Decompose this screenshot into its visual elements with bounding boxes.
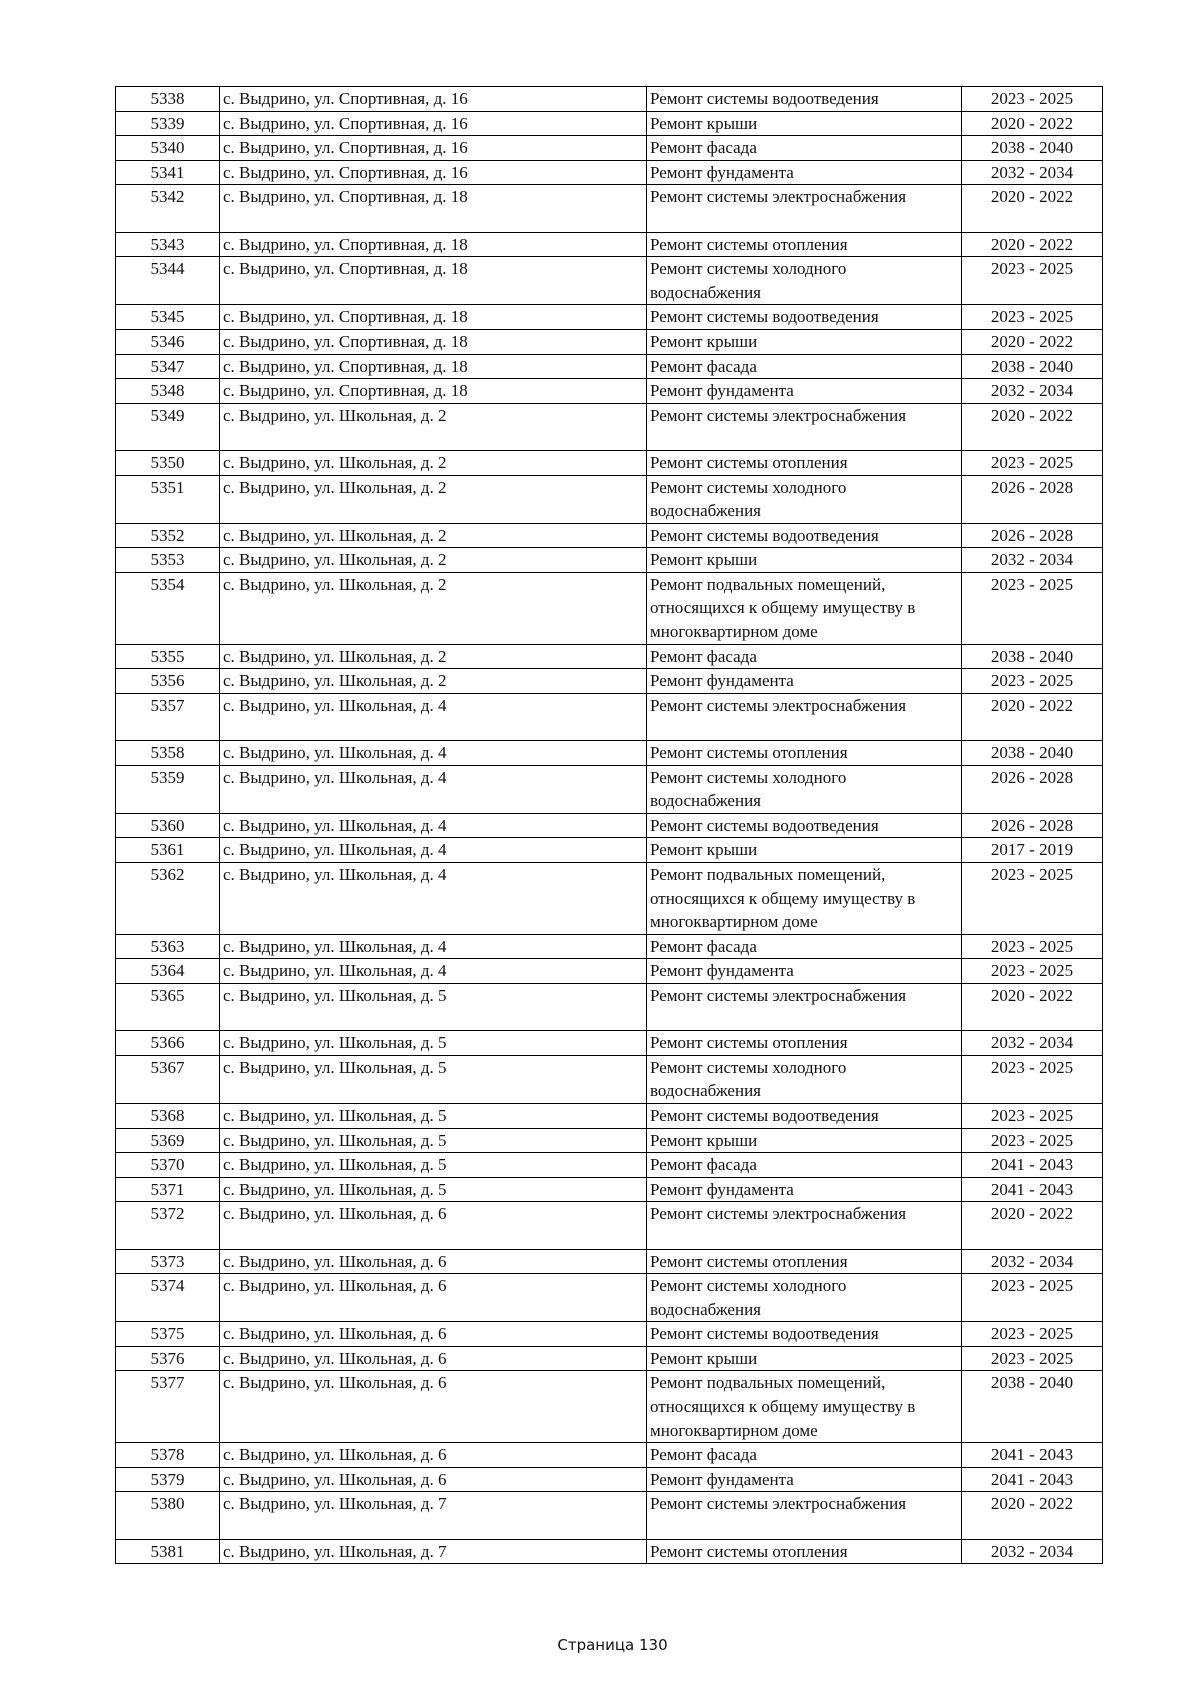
address-cell: с. Выдрино, ул. Школьная, д. 6 xyxy=(220,1467,647,1492)
address-cell: с. Выдрино, ул. Спортивная, д. 18 xyxy=(220,329,647,354)
address-cell: с. Выдрино, ул. Школьная, д. 2 xyxy=(220,523,647,548)
period-cell: 2017 - 2019 xyxy=(962,838,1103,863)
period-cell: 2023 - 2025 xyxy=(962,1103,1103,1128)
table-row xyxy=(116,1202,1103,1249)
table-row xyxy=(116,838,1103,863)
address-cell: с. Выдрино, ул. Школьная, д. 6 xyxy=(220,1202,647,1249)
work-type-cell: Ремонт фасада xyxy=(647,136,962,161)
table-row xyxy=(116,1153,1103,1178)
period-cell: 2020 - 2022 xyxy=(962,983,1103,1030)
address-cell: с. Выдрино, ул. Школьная, д. 2 xyxy=(220,403,647,450)
table-row xyxy=(116,111,1103,136)
repair-schedule-table xyxy=(115,86,1103,1564)
address-cell: с. Выдрино, ул. Спортивная, д. 18 xyxy=(220,379,647,404)
address-cell: с. Выдрино, ул. Школьная, д. 4 xyxy=(220,934,647,959)
table-row xyxy=(116,1492,1103,1539)
work-type-cell: Ремонт подвальных помещений, относящихся к общему имуществу в многоквартирном доме xyxy=(647,572,962,644)
address-cell: с. Выдрино, ул. Школьная, д. 6 xyxy=(220,1322,647,1347)
work-type-cell: Ремонт фундамента xyxy=(647,160,962,185)
row-number-cell: 5338 xyxy=(116,87,220,112)
table-row xyxy=(116,523,1103,548)
period-cell: 2041 - 2043 xyxy=(962,1443,1103,1468)
row-number-cell: 5355 xyxy=(116,644,220,669)
row-number-cell: 5369 xyxy=(116,1128,220,1153)
period-cell: 2023 - 2025 xyxy=(962,1274,1103,1322)
table-row xyxy=(116,87,1103,112)
work-type-cell: Ремонт системы электроснабжения xyxy=(647,983,962,1030)
table-row xyxy=(116,1274,1103,1322)
period-cell: 2032 - 2034 xyxy=(962,1539,1103,1564)
row-number-cell: 5365 xyxy=(116,983,220,1030)
period-cell: 2023 - 2025 xyxy=(962,669,1103,694)
address-cell: с. Выдрино, ул. Школьная, д. 4 xyxy=(220,959,647,984)
row-number-cell: 5371 xyxy=(116,1177,220,1202)
address-cell: с. Выдрино, ул. Школьная, д. 6 xyxy=(220,1443,647,1468)
period-cell: 2020 - 2022 xyxy=(962,693,1103,740)
period-cell: 2023 - 2025 xyxy=(962,863,1103,935)
table-row xyxy=(116,644,1103,669)
address-cell: с. Выдрино, ул. Школьная, д. 7 xyxy=(220,1539,647,1564)
address-cell: с. Выдрино, ул. Школьная, д. 2 xyxy=(220,475,647,523)
table-row xyxy=(116,136,1103,161)
period-cell: 2020 - 2022 xyxy=(962,1492,1103,1539)
table-row xyxy=(116,548,1103,573)
table-row xyxy=(116,983,1103,1030)
address-cell: с. Выдрино, ул. Школьная, д. 4 xyxy=(220,813,647,838)
table-row xyxy=(116,669,1103,694)
table-row xyxy=(116,1371,1103,1443)
address-cell: с. Выдрино, ул. Школьная, д. 4 xyxy=(220,693,647,740)
work-type-cell: Ремонт системы холодного водоснабжения xyxy=(647,765,962,813)
work-type-cell: Ремонт системы водоотведения xyxy=(647,87,962,112)
period-cell: 2032 - 2034 xyxy=(962,379,1103,404)
table-row xyxy=(116,741,1103,766)
address-cell: с. Выдрино, ул. Школьная, д. 5 xyxy=(220,1177,647,1202)
work-type-cell: Ремонт системы водоотведения xyxy=(647,523,962,548)
work-type-cell: Ремонт крыши xyxy=(647,329,962,354)
work-type-cell: Ремонт системы водоотведения xyxy=(647,305,962,330)
row-number-cell: 5376 xyxy=(116,1346,220,1371)
work-type-cell: Ремонт системы водоотведения xyxy=(647,813,962,838)
work-type-cell: Ремонт системы холодного водоснабжения xyxy=(647,257,962,305)
period-cell: 2026 - 2028 xyxy=(962,475,1103,523)
work-type-cell: Ремонт фундамента xyxy=(647,669,962,694)
row-number-cell: 5344 xyxy=(116,257,220,305)
work-type-cell: Ремонт системы водоотведения xyxy=(647,1322,962,1347)
table-row xyxy=(116,403,1103,450)
period-cell: 2041 - 2043 xyxy=(962,1467,1103,1492)
period-cell: 2023 - 2025 xyxy=(962,572,1103,644)
row-number-cell: 5352 xyxy=(116,523,220,548)
work-type-cell: Ремонт системы отопления xyxy=(647,1031,962,1056)
work-type-cell: Ремонт системы отопления xyxy=(647,450,962,475)
table-row xyxy=(116,934,1103,959)
work-type-cell: Ремонт подвальных помещений, относящихся к общему имуществу в многоквартирном доме xyxy=(647,863,962,935)
work-type-cell: Ремонт системы отопления xyxy=(647,1249,962,1274)
row-number-cell: 5349 xyxy=(116,403,220,450)
period-cell: 2032 - 2034 xyxy=(962,1031,1103,1056)
period-cell: 2023 - 2025 xyxy=(962,1128,1103,1153)
row-number-cell: 5357 xyxy=(116,693,220,740)
work-type-cell: Ремонт фундамента xyxy=(647,959,962,984)
address-cell: с. Выдрино, ул. Спортивная, д. 18 xyxy=(220,232,647,257)
address-cell: с. Выдрино, ул. Школьная, д. 6 xyxy=(220,1249,647,1274)
table-row xyxy=(116,1322,1103,1347)
row-number-cell: 5378 xyxy=(116,1443,220,1468)
row-number-cell: 5340 xyxy=(116,136,220,161)
work-type-cell: Ремонт фундамента xyxy=(647,379,962,404)
work-type-cell: Ремонт подвальных помещений, относящихся к общему имуществу в многоквартирном доме xyxy=(647,1371,962,1443)
work-type-cell: Ремонт фасада xyxy=(647,354,962,379)
address-cell: с. Выдрино, ул. Школьная, д. 2 xyxy=(220,450,647,475)
table-row xyxy=(116,959,1103,984)
row-number-cell: 5380 xyxy=(116,1492,220,1539)
period-cell: 2032 - 2034 xyxy=(962,548,1103,573)
row-number-cell: 5345 xyxy=(116,305,220,330)
address-cell: с. Выдрино, ул. Школьная, д. 5 xyxy=(220,983,647,1030)
period-cell: 2038 - 2040 xyxy=(962,136,1103,161)
table-row xyxy=(116,305,1103,330)
table-row xyxy=(116,257,1103,305)
address-cell: с. Выдрино, ул. Спортивная, д. 18 xyxy=(220,257,647,305)
address-cell: с. Выдрино, ул. Школьная, д. 6 xyxy=(220,1371,647,1443)
row-number-cell: 5356 xyxy=(116,669,220,694)
period-cell: 2020 - 2022 xyxy=(962,111,1103,136)
row-number-cell: 5373 xyxy=(116,1249,220,1274)
table-row xyxy=(116,1346,1103,1371)
period-cell: 2026 - 2028 xyxy=(962,523,1103,548)
address-cell: с. Выдрино, ул. Школьная, д. 2 xyxy=(220,644,647,669)
address-cell: с. Выдрино, ул. Школьная, д. 4 xyxy=(220,838,647,863)
row-number-cell: 5367 xyxy=(116,1055,220,1103)
row-number-cell: 5353 xyxy=(116,548,220,573)
period-cell: 2020 - 2022 xyxy=(962,403,1103,450)
table-row xyxy=(116,475,1103,523)
table-row xyxy=(116,379,1103,404)
period-cell: 2041 - 2043 xyxy=(962,1153,1103,1178)
work-type-cell: Ремонт крыши xyxy=(647,1346,962,1371)
row-number-cell: 5360 xyxy=(116,813,220,838)
period-cell: 2020 - 2022 xyxy=(962,232,1103,257)
address-cell: с. Выдрино, ул. Школьная, д. 5 xyxy=(220,1103,647,1128)
address-cell: с. Выдрино, ул. Школьная, д. 6 xyxy=(220,1346,647,1371)
work-type-cell: Ремонт фундамента xyxy=(647,1177,962,1202)
address-cell: с. Выдрино, ул. Школьная, д. 7 xyxy=(220,1492,647,1539)
work-type-cell: Ремонт системы электроснабжения xyxy=(647,1492,962,1539)
period-cell: 2023 - 2025 xyxy=(962,450,1103,475)
work-type-cell: Ремонт системы отопления xyxy=(647,232,962,257)
row-number-cell: 5370 xyxy=(116,1153,220,1178)
row-number-cell: 5377 xyxy=(116,1371,220,1443)
row-number-cell: 5368 xyxy=(116,1103,220,1128)
period-cell: 2023 - 2025 xyxy=(962,1346,1103,1371)
row-number-cell: 5342 xyxy=(116,185,220,232)
address-cell: с. Выдрино, ул. Школьная, д. 4 xyxy=(220,741,647,766)
row-number-cell: 5362 xyxy=(116,863,220,935)
work-type-cell: Ремонт крыши xyxy=(647,111,962,136)
row-number-cell: 5348 xyxy=(116,379,220,404)
row-number-cell: 5358 xyxy=(116,741,220,766)
table-body xyxy=(116,87,1103,1564)
row-number-cell: 5375 xyxy=(116,1322,220,1347)
address-cell: с. Выдрино, ул. Спортивная, д. 16 xyxy=(220,160,647,185)
period-cell: 2038 - 2040 xyxy=(962,644,1103,669)
period-cell: 2023 - 2025 xyxy=(962,257,1103,305)
table-row xyxy=(116,1031,1103,1056)
row-number-cell: 5374 xyxy=(116,1274,220,1322)
period-cell: 2023 - 2025 xyxy=(962,1322,1103,1347)
table-row xyxy=(116,765,1103,813)
period-cell: 2020 - 2022 xyxy=(962,185,1103,232)
row-number-cell: 5351 xyxy=(116,475,220,523)
work-type-cell: Ремонт системы холодного водоснабжения xyxy=(647,1274,962,1322)
period-cell: 2026 - 2028 xyxy=(962,765,1103,813)
table-row xyxy=(116,1467,1103,1492)
period-cell: 2020 - 2022 xyxy=(962,1202,1103,1249)
table-row xyxy=(116,572,1103,644)
address-cell: с. Выдрино, ул. Спортивная, д. 18 xyxy=(220,354,647,379)
period-cell: 2041 - 2043 xyxy=(962,1177,1103,1202)
work-type-cell: Ремонт фасада xyxy=(647,934,962,959)
table-row xyxy=(116,813,1103,838)
period-cell: 2038 - 2040 xyxy=(962,741,1103,766)
period-cell: 2023 - 2025 xyxy=(962,934,1103,959)
row-number-cell: 5343 xyxy=(116,232,220,257)
address-cell: с. Выдрино, ул. Школьная, д. 5 xyxy=(220,1031,647,1056)
work-type-cell: Ремонт крыши xyxy=(647,1128,962,1153)
period-cell: 2032 - 2034 xyxy=(962,160,1103,185)
address-cell: с. Выдрино, ул. Спортивная, д. 16 xyxy=(220,136,647,161)
address-cell: с. Выдрино, ул. Школьная, д. 2 xyxy=(220,669,647,694)
table-row xyxy=(116,1177,1103,1202)
period-cell: 2023 - 2025 xyxy=(962,959,1103,984)
row-number-cell: 5364 xyxy=(116,959,220,984)
row-number-cell: 5339 xyxy=(116,111,220,136)
table-row xyxy=(116,1539,1103,1564)
table-row xyxy=(116,693,1103,740)
work-type-cell: Ремонт системы холодного водоснабжения xyxy=(647,1055,962,1103)
page-number: Страница 130 xyxy=(557,1636,668,1654)
period-cell: 2038 - 2040 xyxy=(962,354,1103,379)
work-type-cell: Ремонт системы отопления xyxy=(647,1539,962,1564)
row-number-cell: 5379 xyxy=(116,1467,220,1492)
period-cell: 2026 - 2028 xyxy=(962,813,1103,838)
work-type-cell: Ремонт фасада xyxy=(647,1443,962,1468)
work-type-cell: Ремонт системы электроснабжения xyxy=(647,693,962,740)
address-cell: с. Выдрино, ул. Спортивная, д. 18 xyxy=(220,305,647,330)
address-cell: с. Выдрино, ул. Школьная, д. 5 xyxy=(220,1153,647,1178)
table-row xyxy=(116,185,1103,232)
row-number-cell: 5346 xyxy=(116,329,220,354)
table-row xyxy=(116,1103,1103,1128)
work-type-cell: Ремонт системы холодного водоснабжения xyxy=(647,475,962,523)
work-type-cell: Ремонт фасада xyxy=(647,644,962,669)
table-row xyxy=(116,863,1103,935)
table-row xyxy=(116,1128,1103,1153)
work-type-cell: Ремонт крыши xyxy=(647,838,962,863)
table-row xyxy=(116,354,1103,379)
period-cell: 2023 - 2025 xyxy=(962,305,1103,330)
table-row xyxy=(116,1443,1103,1468)
address-cell: с. Выдрино, ул. Школьная, д. 6 xyxy=(220,1274,647,1322)
table-row xyxy=(116,232,1103,257)
address-cell: с. Выдрино, ул. Школьная, д. 2 xyxy=(220,548,647,573)
work-type-cell: Ремонт системы электроснабжения xyxy=(647,1202,962,1249)
address-cell: с. Выдрино, ул. Спортивная, д. 16 xyxy=(220,87,647,112)
work-type-cell: Ремонт системы водоотведения xyxy=(647,1103,962,1128)
address-cell: с. Выдрино, ул. Спортивная, д. 18 xyxy=(220,185,647,232)
work-type-cell: Ремонт фасада xyxy=(647,1153,962,1178)
row-number-cell: 5361 xyxy=(116,838,220,863)
period-cell: 2023 - 2025 xyxy=(962,1055,1103,1103)
period-cell: 2032 - 2034 xyxy=(962,1249,1103,1274)
table-row xyxy=(116,450,1103,475)
row-number-cell: 5347 xyxy=(116,354,220,379)
work-type-cell: Ремонт системы электроснабжения xyxy=(647,403,962,450)
row-number-cell: 5366 xyxy=(116,1031,220,1056)
period-cell: 2023 - 2025 xyxy=(962,87,1103,112)
address-cell: с. Выдрино, ул. Школьная, д. 5 xyxy=(220,1128,647,1153)
row-number-cell: 5350 xyxy=(116,450,220,475)
row-number-cell: 5363 xyxy=(116,934,220,959)
row-number-cell: 5381 xyxy=(116,1539,220,1564)
work-type-cell: Ремонт системы электроснабжения xyxy=(647,185,962,232)
period-cell: 2038 - 2040 xyxy=(962,1371,1103,1443)
table-row xyxy=(116,160,1103,185)
work-type-cell: Ремонт фундамента xyxy=(647,1467,962,1492)
row-number-cell: 5354 xyxy=(116,572,220,644)
table-row xyxy=(116,329,1103,354)
work-type-cell: Ремонт системы отопления xyxy=(647,741,962,766)
address-cell: с. Выдрино, ул. Школьная, д. 2 xyxy=(220,572,647,644)
address-cell: с. Выдрино, ул. Школьная, д. 4 xyxy=(220,765,647,813)
table-row xyxy=(116,1249,1103,1274)
row-number-cell: 5359 xyxy=(116,765,220,813)
address-cell: с. Выдрино, ул. Школьная, д. 5 xyxy=(220,1055,647,1103)
row-number-cell: 5372 xyxy=(116,1202,220,1249)
address-cell: с. Выдрино, ул. Спортивная, д. 16 xyxy=(220,111,647,136)
work-type-cell: Ремонт крыши xyxy=(647,548,962,573)
row-number-cell: 5341 xyxy=(116,160,220,185)
address-cell: с. Выдрино, ул. Школьная, д. 4 xyxy=(220,863,647,935)
period-cell: 2020 - 2022 xyxy=(962,329,1103,354)
table-row xyxy=(116,1055,1103,1103)
